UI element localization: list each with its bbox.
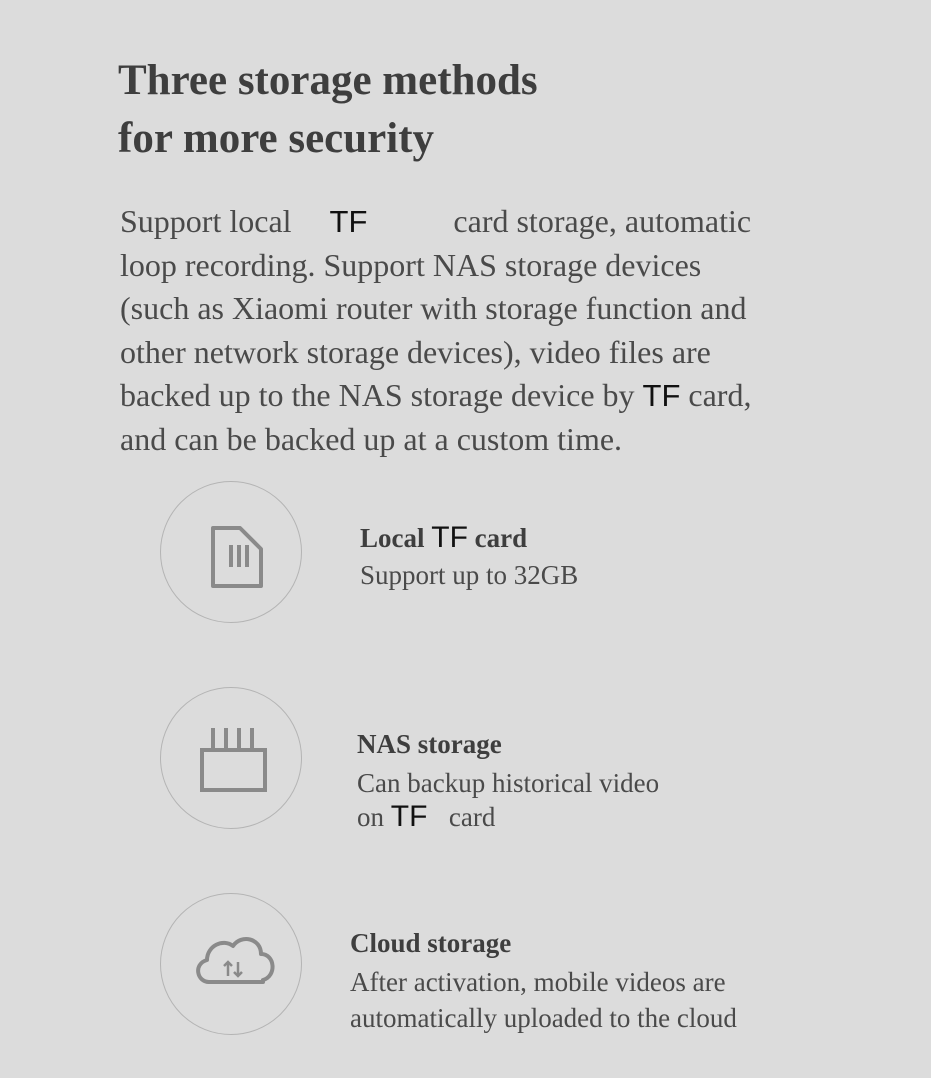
intro-line-4: other network storage devices), video files are: [120, 333, 711, 370]
feature-description: Can backup historical video: [357, 768, 660, 798]
headline-line-2: for more security: [118, 115, 435, 162]
tf-label: TF: [329, 204, 368, 239]
feature-icon-circle: [160, 687, 302, 829]
router-icon: [161, 688, 303, 830]
feature-description: automatically uploaded to the cloud: [350, 1003, 737, 1033]
cloud-sync-icon: [161, 894, 303, 1036]
intro-line-1: [120, 200, 900, 244]
feature-title: Cloud storage: [350, 928, 512, 958]
feature-title: [360, 521, 527, 555]
intro-text-segment: card,: [688, 377, 752, 413]
intro-text: [120, 200, 900, 461]
feature-description: After activation, mobile videos are: [350, 967, 726, 997]
intro-line-3: (such as Xiaomi router with storage function and: [120, 290, 747, 326]
feature-icon-circle: [160, 481, 302, 623]
feature-description: Support up to 32GB: [360, 560, 579, 590]
intro-text-segment: backed up to the NAS storage device by: [120, 377, 635, 413]
intro-line-5: [120, 374, 900, 418]
tf-label: TF: [431, 521, 468, 554]
intro-text-segment: Support local: [120, 203, 292, 239]
headline: [118, 52, 538, 168]
intro-text-segment: card storage, automatic: [453, 203, 752, 239]
feature-title-text: card: [474, 523, 528, 553]
intro-line-6: and can be backed up at a custom time.: [120, 420, 623, 457]
feature-title-text: Local: [360, 523, 425, 553]
headline-line-1: Three storage methods: [118, 57, 538, 104]
feature-desc-text: card: [448, 802, 496, 832]
tf-label: TF: [642, 378, 681, 413]
feature-desc-text: on: [357, 802, 384, 832]
intro-line-2: loop recording. Support NAS storage devices: [120, 246, 702, 283]
sd-card-icon: [161, 482, 303, 624]
feature-description: [357, 799, 495, 835]
feature-title: NAS storage: [357, 729, 502, 759]
tf-label: TF: [390, 800, 428, 833]
feature-icon-circle: [160, 893, 302, 1035]
